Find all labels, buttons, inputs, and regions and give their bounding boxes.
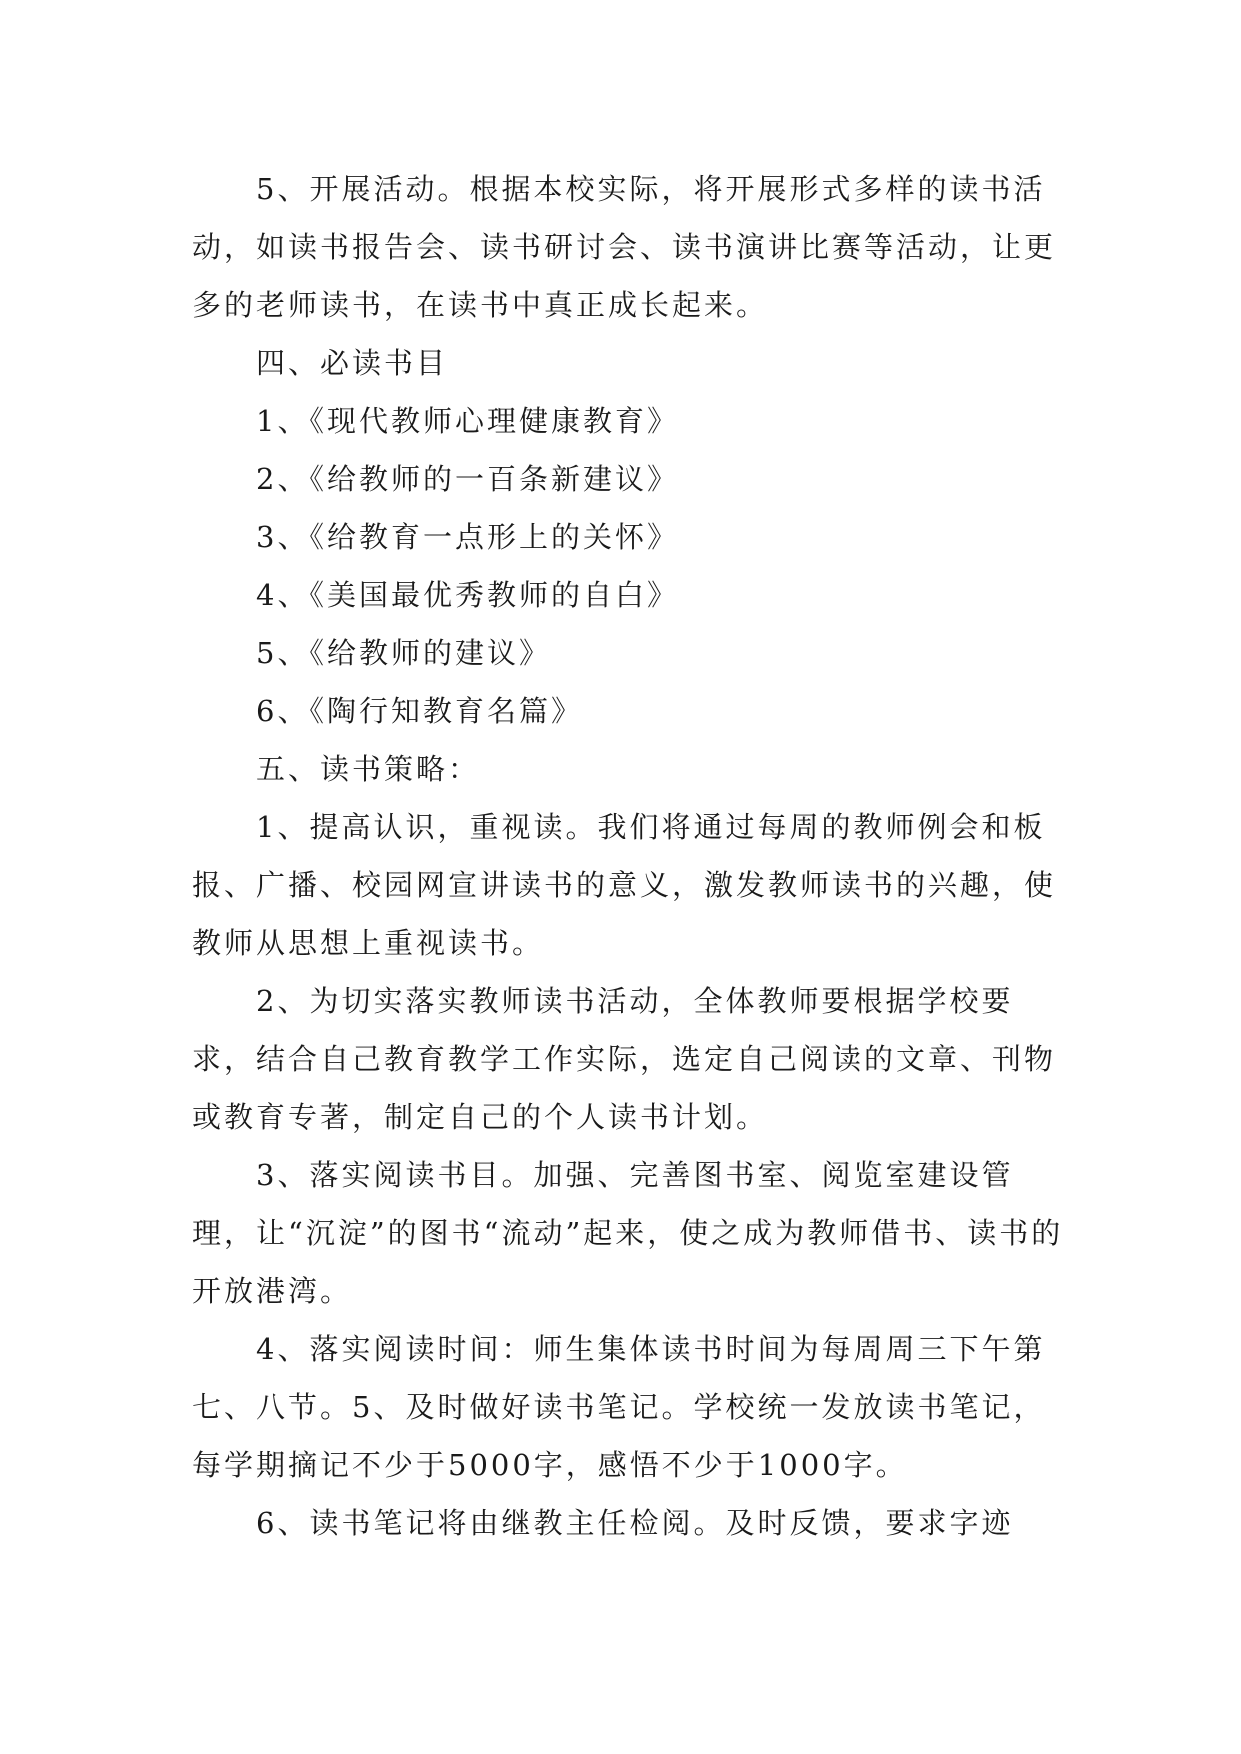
- strategy-item-3: 3、落实阅读书目。加强、完善图书室、阅览室建设管理，让“沉淀”的图书“流动”起来，使之成为教师借书、读书的开放港湾。: [192, 1158, 1064, 1308]
- strategy-item-6: 6、读书笔记将由继教主任检阅。及时反馈，要求字迹: [256, 1506, 1014, 1540]
- book-item-1: 1、《现代教师心理健康教育》: [256, 404, 679, 438]
- strategy-item-4: 4、落实阅读时间：师生集体读书时间为每周周三下午第七、八节。5、及时做好读书笔记。学校统一发放读书笔记，每学期摘记不少于5000字，感悟不少于1000字。: [192, 1332, 1046, 1482]
- heading-required-books: 四、必读书目: [256, 346, 449, 380]
- document-body: [192, 160, 1072, 1552]
- book-item-4: 4、《美国最优秀教师的自白》: [256, 578, 679, 612]
- book-item-6: 6、《陶行知教育名篇》: [256, 694, 583, 728]
- heading-reading-strategy: 五、读书策略：: [256, 752, 481, 786]
- book-item-2: 2、《给教师的一百条新建议》: [256, 462, 679, 496]
- strategy-item-2: 2、为切实落实教师读书活动，全体教师要根据学校要求，结合自己教育教学工作实际，选定自己阅读的文章、刊物或教育专著，制定自己的个人读书计划。: [192, 984, 1057, 1134]
- strategy-item-1: 1、提高认识，重视读。我们将通过每周的教师例会和板报、广播、校园网宣讲读书的意义，激发教师读书的兴趣，使教师从思想上重视读书。: [192, 810, 1057, 960]
- book-item-3: 3、《给教育一点形上的关怀》: [256, 520, 679, 554]
- book-item-5: 5、《给教师的建议》: [256, 636, 551, 670]
- paragraph-activities: 5、开展活动。根据本校实际，将开展形式多样的读书活动，如读书报告会、读书研讨会、读书演讲比赛等活动，让更多的老师读书，在读书中真正成长起来。: [192, 172, 1057, 322]
